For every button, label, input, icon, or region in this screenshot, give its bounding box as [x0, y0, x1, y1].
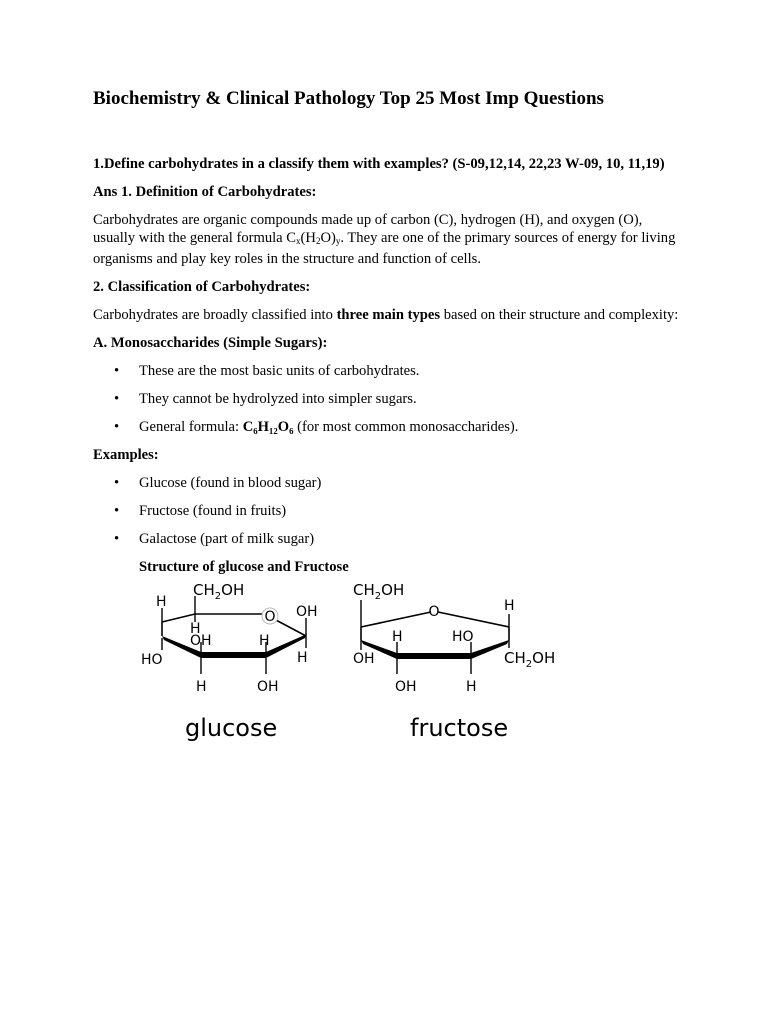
fructose-oh-bottom: OH	[395, 679, 417, 695]
list-item-text: Glucose (found in blood sugar)	[139, 475, 322, 491]
question-1: 1.Define carbohydrates in a classify them with examples? (S-09,12,14, 22,23 W-09, 10, 11,19)	[93, 156, 665, 172]
formula-subscript-x: x	[296, 236, 301, 246]
fructose-h-bottom: H	[466, 679, 477, 695]
bullet-icon: •	[114, 391, 120, 407]
glucose-h-inner-left: H	[190, 621, 201, 637]
glucose-name: glucose	[185, 714, 278, 742]
answer-heading: Ans 1. Definition of Carbohydrates:	[93, 184, 317, 200]
examples-heading: Examples:	[93, 447, 159, 463]
fructose-name: fructose	[410, 714, 509, 742]
glucose-h-bottom: H	[196, 679, 207, 695]
glucose-oh-inner: OH	[190, 633, 212, 649]
list-item	[93, 530, 683, 548]
classification-text-before: Carbohydrates are broadly classified into	[93, 307, 337, 323]
formula-subscript-2: 2	[315, 236, 321, 246]
fructose-ho-inner: HO	[452, 629, 474, 645]
monosaccharides-list	[93, 362, 683, 436]
formula-subscript-y: y	[335, 236, 341, 246]
classification-text-after: based on their structure and complexity:	[440, 307, 679, 323]
figure-caption: Structure of glucose and Fructose	[139, 559, 349, 575]
bullet-icon: •	[114, 531, 120, 547]
document-title: Biochemistry & Clinical Pathology Top 25 Most Imp Questions	[93, 88, 604, 109]
bullet-icon: •	[114, 363, 120, 379]
list-item-text: (for most common monosaccharides).	[293, 419, 519, 435]
list-item	[93, 362, 683, 380]
monosaccharides-heading: A. Monosaccharides (Simple Sugars):	[93, 335, 328, 351]
classification-paragraph	[93, 306, 683, 324]
glucose-ch2oh-label: $CH_2OH$	[193, 582, 245, 602]
fructose-h-inner-left: H	[392, 629, 403, 645]
bullet-icon: •	[114, 419, 120, 435]
list-item-text: These are the most basic units of carbohydrates.	[139, 363, 420, 379]
glucose-fructose-figure	[133, 582, 573, 752]
fructose-ch2oh-right-label: $CH_2OH$	[504, 649, 556, 670]
fructose-oh-left: OH	[353, 651, 375, 667]
fructose-h-top-right: H	[504, 598, 515, 614]
glucose-structure	[141, 582, 318, 742]
glucose-oh-top-right: OH	[296, 604, 318, 620]
fructose-structure	[353, 582, 555, 742]
list-item-text: Galactose (part of milk sugar)	[139, 531, 315, 547]
glucose-ring-oxygen: O	[264, 609, 276, 625]
fructose-ch2oh-top-label: $CH_2OH$	[353, 582, 405, 602]
list-item	[93, 474, 683, 492]
document-content	[93, 155, 683, 752]
definition-paragraph	[93, 211, 683, 268]
list-item-text: Fructose (found in fruits)	[139, 503, 287, 519]
glucose-ho-left: HO	[141, 652, 163, 668]
list-item	[93, 418, 683, 436]
list-item-text: General formula:	[139, 419, 243, 435]
examples-list	[93, 474, 683, 548]
list-item	[93, 502, 683, 520]
fructose-ring-oxygen: O	[428, 604, 440, 620]
glucose-h-inner-right: H	[259, 633, 270, 649]
glucose-oh-bottom: OH	[257, 679, 279, 695]
list-item-text: They cannot be hydrolyzed into simpler sugars.	[139, 391, 417, 407]
classification-heading: 2. Classification of Carbohydrates:	[93, 279, 311, 295]
definition-text-2: (H	[300, 230, 316, 246]
glucose-h-right: H	[297, 650, 308, 666]
definition-text-1: Carbohydrates are organic compounds made up of carbon (C), hydrogen (H), and oxygen (O), usually with the general formula C	[93, 212, 643, 246]
bullet-icon: •	[114, 503, 120, 519]
glucose-h-top-left: H	[156, 594, 167, 610]
definition-text-3: O)	[320, 230, 336, 246]
classification-bold-text: three main types	[336, 307, 441, 323]
bullet-icon: •	[114, 475, 120, 491]
list-item	[93, 390, 683, 408]
general-formula: C₆H₁₂O₆	[242, 419, 294, 435]
definition-text-4: . They are one of the primary sources of energy for living organisms and play key roles in the structure and function of cells.	[93, 230, 676, 267]
